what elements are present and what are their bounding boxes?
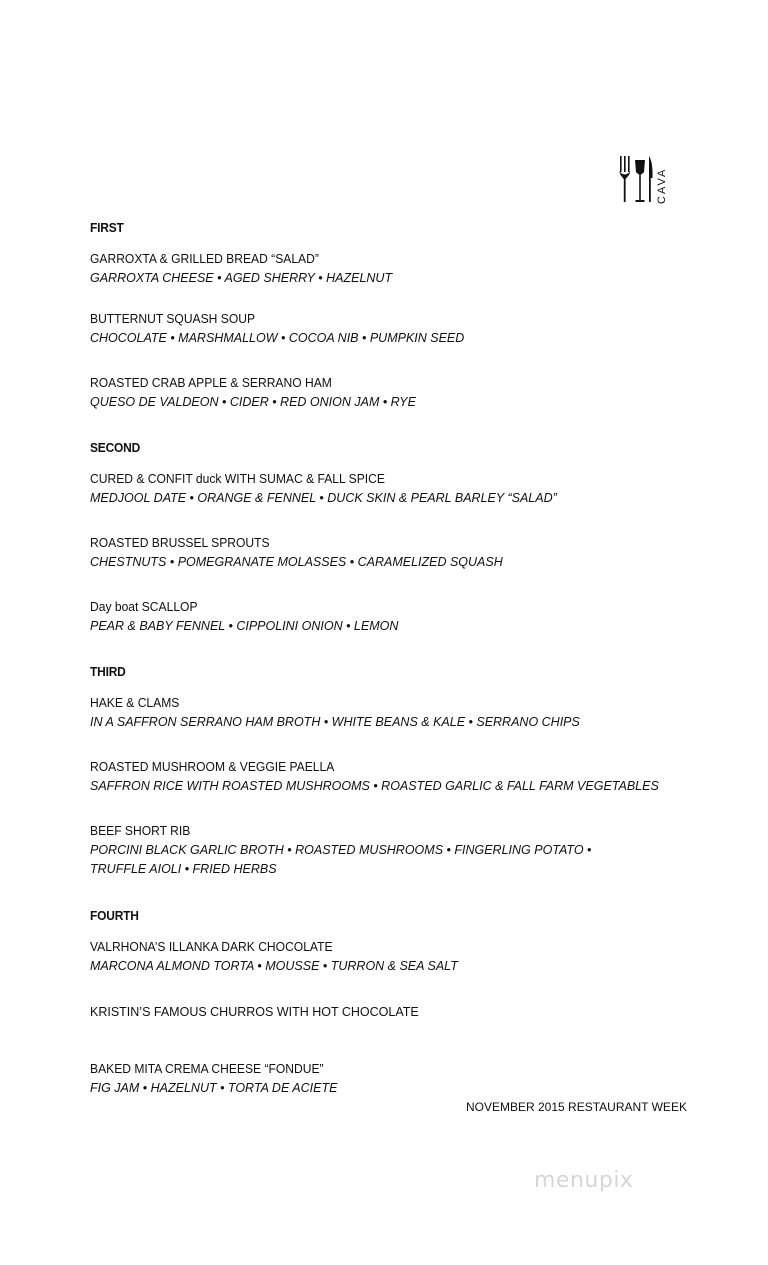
watermark: menupix [534,1168,634,1193]
dish-name: Day boat SCALLOP [90,599,198,614]
dish-name: ROASTED CRAB APPLE & SERRANO HAM [90,375,332,390]
dish-item [90,758,660,796]
dish-item [90,250,660,288]
dish-item [90,310,660,348]
dish-name: HAKE & CLAMS [90,695,180,710]
dish-item [90,470,660,508]
dish-item [90,1003,660,1021]
section-heading-third: THIRD [90,664,126,679]
dish-name: ROASTED BRUSSEL SPROUTS [90,535,270,550]
section-heading-first: FIRST [90,220,124,235]
dish-item [90,1060,660,1098]
dish-item [90,694,660,732]
footer-note: NOVEMBER 2015 RESTAURANT WEEK [466,1100,687,1114]
dish-description: IN A SAFFRON SERRANO HAM BROTH • WHITE BEANS & KALE • SERRANO CHIPS [90,715,580,729]
dish-item [90,822,650,879]
dish-description: GARROXTA CHEESE • AGED SHERRY • HAZELNUT [90,271,393,285]
dish-description: CHOCOLATE • MARSHMALLOW • COCOA NIB • PUMPKIN SEED [90,331,465,345]
dish-item [90,534,660,572]
dish-description: PORCINI BLACK GARLIC BROTH • ROASTED MUSHROOMS • FINGERLING POTATO • TRUFFLE AIOLI • FRIED HERBS [90,843,592,876]
section-heading-fourth: FOURTH [90,908,139,923]
logo-text: CAVA [656,167,668,204]
dish-description: FIG JAM • HAZELNUT • TORTA DE ACIETE [90,1081,338,1095]
section-heading-second: SECOND [90,440,141,455]
dish-name: CURED & CONFIT duck WITH SUMAC & FALL SPICE [90,471,385,486]
dish-description: PEAR & BABY FENNEL • CIPPOLINI ONION • LEMON [90,619,399,633]
dish-name: VALRHONA’S ILLANKA DARK CHOCOLATE [90,939,333,954]
dish-name: ROASTED MUSHROOM & VEGGIE PAELLA [90,759,335,774]
dish-description: CHESTNUTS • POMEGRANATE MOLASSES • CARAMELIZED SQUASH [90,555,503,569]
dish-name: GARROXTA & GRILLED BREAD “SALAD” [90,251,319,266]
dish-name: BEEF SHORT RIB [90,823,191,838]
dish-description: MARCONA ALMOND TORTA • MOUSSE • TURRON & SEA SALT [90,959,458,973]
dish-item [90,598,660,636]
dish-name: BAKED MITA CREMA CHEESE “FONDUE” [90,1061,324,1076]
dish-description: QUESO DE VALDEON • CIDER • RED ONION JAM • RYE [90,395,416,409]
dish-name: BUTTERNUT SQUASH SOUP [90,311,256,326]
dish-name: KRISTIN’S FAMOUS CHURROS WITH HOT CHOCOLATE [90,1005,419,1019]
dish-description: MEDJOOL DATE • ORANGE & FENNEL • DUCK SKIN & PEARL BARLEY “SALAD” [90,491,557,505]
dish-item [90,938,660,976]
dish-description: SAFFRON RICE WITH ROASTED MUSHROOMS • ROASTED GARLIC & FALL FARM VEGETABLES [90,779,659,793]
dish-item [90,374,660,412]
